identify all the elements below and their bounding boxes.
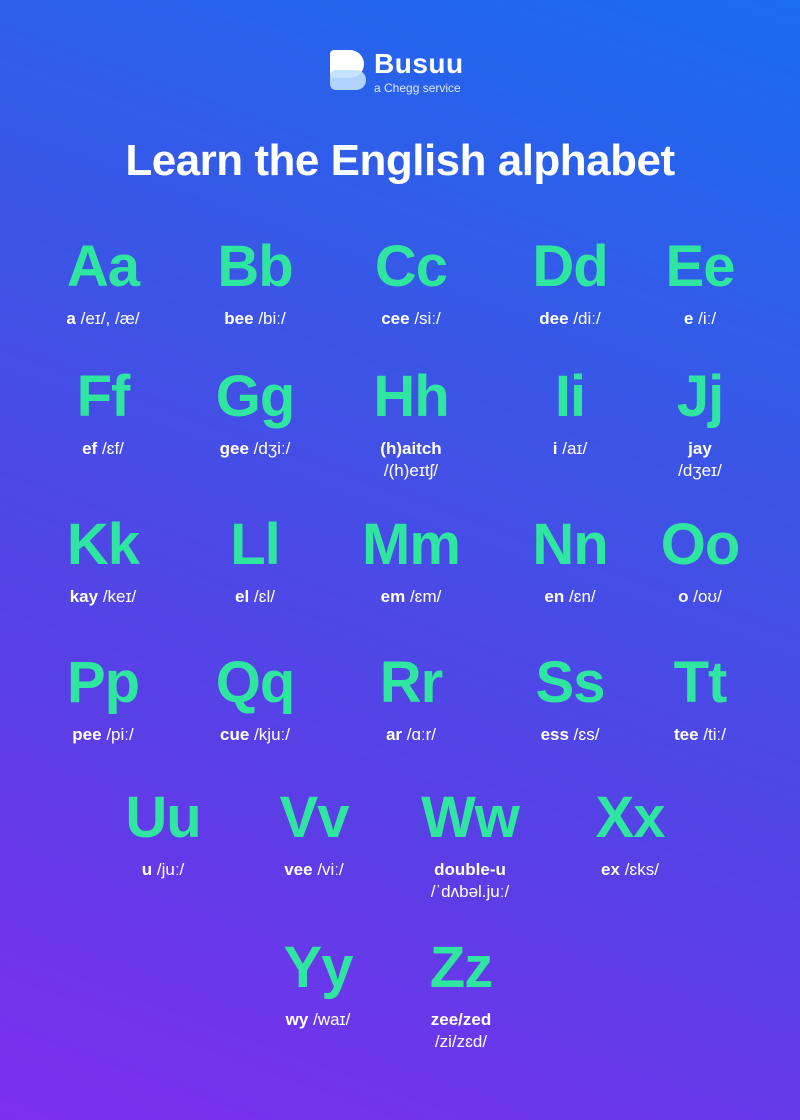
letter-name-line	[28, 586, 178, 608]
letter-ipa: /ɛl/	[253, 587, 275, 606]
letter-name-line	[336, 586, 486, 608]
letter-name: en	[544, 587, 565, 606]
letter-name-line	[180, 724, 330, 746]
letter-name-line	[180, 308, 330, 330]
letter-glyph: Hh	[373, 364, 449, 429]
letter-name: kay	[69, 587, 99, 606]
letter-card-u	[88, 785, 238, 881]
letter-glyph: Bb	[217, 234, 293, 299]
letter-name: o	[678, 587, 689, 606]
brand-name: Busuu	[374, 48, 464, 79]
letter-ipa: /ɛm/	[409, 587, 442, 606]
letter-name: u	[141, 860, 153, 879]
letter-ipa: /aɪ/	[562, 439, 588, 458]
letter-glyph: Aa	[66, 234, 140, 299]
letter-card-a	[28, 234, 178, 330]
letter-card-z	[386, 935, 536, 1053]
letter-ipa: /oʊ/	[693, 587, 722, 606]
letter-name: pee	[72, 725, 102, 744]
letter-card-g	[180, 364, 330, 460]
letter-glyph: Vv	[279, 785, 349, 850]
brand-logo	[330, 48, 490, 98]
letter-name-line	[239, 859, 389, 881]
letter-name-line	[88, 859, 238, 881]
letter-card-q	[180, 650, 330, 746]
letter-card-h	[336, 364, 486, 482]
letter-card-k	[28, 512, 178, 608]
letter-ipa: /piː/	[106, 725, 134, 744]
letter-name-line	[336, 308, 486, 330]
letter-card-m	[336, 512, 486, 608]
letter-ipa: /ɑːr/	[406, 725, 437, 744]
letter-name-line	[625, 308, 775, 330]
letter-name: jay	[688, 439, 712, 458]
letter-glyph: Kk	[66, 512, 140, 577]
letter-glyph: Zz	[429, 935, 493, 1000]
letter-glyph: Gg	[215, 364, 295, 429]
letter-glyph: Ee	[665, 234, 735, 299]
letter-ipa: /diː/	[573, 309, 601, 328]
letter-name-line	[495, 308, 645, 330]
letter-name: i	[552, 439, 558, 458]
letter-glyph: Dd	[532, 234, 608, 299]
letter-name-line	[28, 724, 178, 746]
letter-ipa: /juː/	[156, 860, 185, 879]
letter-name: ex	[601, 860, 620, 879]
letter-name-line	[28, 308, 178, 330]
letter-card-e	[625, 234, 775, 330]
letter-card-i	[495, 364, 645, 460]
letter-name: vee	[284, 860, 313, 879]
letter-glyph: Rr	[379, 650, 443, 715]
letter-card-p	[28, 650, 178, 746]
letter-name: cee	[381, 309, 410, 328]
letter-ipa: /ɛs/	[573, 725, 600, 744]
page-title: Learn the English alphabet	[125, 136, 675, 185]
letter-name-line	[625, 438, 775, 460]
letter-card-d	[495, 234, 645, 330]
letter-name-line	[386, 1009, 536, 1031]
letter-card-o	[625, 512, 775, 608]
letter-glyph: Jj	[676, 364, 724, 429]
letter-ipa: /keɪ/	[102, 587, 137, 606]
letter-card-t	[625, 650, 775, 746]
letter-name-line	[180, 438, 330, 460]
letter-card-y	[243, 935, 393, 1031]
letter-name: cue	[220, 725, 250, 744]
letter-glyph: Ss	[535, 650, 605, 715]
letter-card-s	[495, 650, 645, 746]
letter-name: el	[235, 587, 250, 606]
letter-glyph: Qq	[215, 650, 295, 715]
letter-name: dee	[539, 309, 569, 328]
letter-name-line	[28, 438, 178, 460]
letter-name: a	[66, 309, 76, 328]
letter-ipa: /siː/	[414, 309, 441, 328]
letter-name: zee/zed	[430, 1010, 492, 1029]
letter-card-n	[495, 512, 645, 608]
letter-ipa: /(h)eɪtʃ/	[383, 461, 439, 480]
letter-glyph: Uu	[125, 785, 201, 850]
letter-name-line	[495, 724, 645, 746]
letter-glyph: Ii	[554, 364, 586, 429]
letter-name: ar	[385, 725, 403, 744]
letter-name: tee	[674, 725, 699, 744]
letter-card-j	[625, 364, 775, 482]
letter-name-line	[180, 586, 330, 608]
letter-card-f	[28, 364, 178, 460]
letter-glyph: Yy	[283, 935, 353, 1000]
letter-ipa: /viː/	[317, 860, 344, 879]
letter-name: (h)aitch	[380, 439, 442, 458]
letter-name: e	[683, 309, 694, 328]
letter-ipa: /waɪ/	[313, 1010, 351, 1029]
letter-name-line	[555, 859, 705, 881]
letter-name: bee	[224, 309, 254, 328]
letter-glyph: Cc	[374, 234, 448, 299]
letter-card-c	[336, 234, 486, 330]
letter-glyph: Xx	[595, 785, 665, 850]
letter-name-line	[336, 438, 486, 460]
letter-ipa: /ɛn/	[568, 587, 596, 606]
letter-ipa: /ˈdʌbəl.juː/	[430, 882, 510, 901]
letter-name: ef	[82, 439, 98, 458]
letter-ipa: /tiː/	[703, 725, 726, 744]
letter-name-line	[625, 724, 775, 746]
letter-ipa: /dʒeɪ/	[678, 461, 722, 480]
letter-glyph: Ll	[230, 512, 280, 577]
letter-card-r	[336, 650, 486, 746]
letter-ipa: /biː/	[258, 309, 286, 328]
letter-name: double-u	[434, 860, 506, 879]
letter-glyph: Tt	[673, 650, 727, 715]
letter-name: em	[380, 587, 406, 606]
letter-card-v	[239, 785, 389, 881]
letter-name-line	[495, 438, 645, 460]
letter-ipa: /ɛks/	[624, 860, 659, 879]
letter-name: wy	[285, 1010, 309, 1029]
busuu-logo-icon	[330, 50, 366, 94]
letter-name: ess	[540, 725, 569, 744]
letter-card-w	[395, 785, 545, 903]
letter-glyph: Ff	[76, 364, 130, 429]
letter-glyph: Pp	[66, 650, 140, 715]
letter-glyph: Oo	[660, 512, 740, 577]
letter-card-b	[180, 234, 330, 330]
letter-glyph: Ww	[421, 785, 519, 850]
letter-ipa: /zi/zɛd/	[434, 1032, 488, 1051]
letter-card-x	[555, 785, 705, 881]
letter-glyph: Nn	[532, 512, 608, 577]
letter-name-line	[395, 859, 545, 881]
letter-ipa: /iː/	[698, 309, 717, 328]
letter-name: gee	[219, 439, 249, 458]
letter-ipa: /kjuː/	[254, 725, 290, 744]
letter-ipa: /dʒiː/	[253, 439, 291, 458]
letter-ipa: /eɪ/, /æ/	[80, 309, 140, 328]
letter-ipa: /ɛf/	[101, 439, 124, 458]
brand-tagline: a Chegg service	[374, 81, 461, 95]
letter-name-line	[625, 586, 775, 608]
letter-name-line	[243, 1009, 393, 1031]
letter-card-l	[180, 512, 330, 608]
letter-name-line	[495, 586, 645, 608]
letter-glyph: Mm	[362, 512, 460, 577]
letter-name-line	[336, 724, 486, 746]
